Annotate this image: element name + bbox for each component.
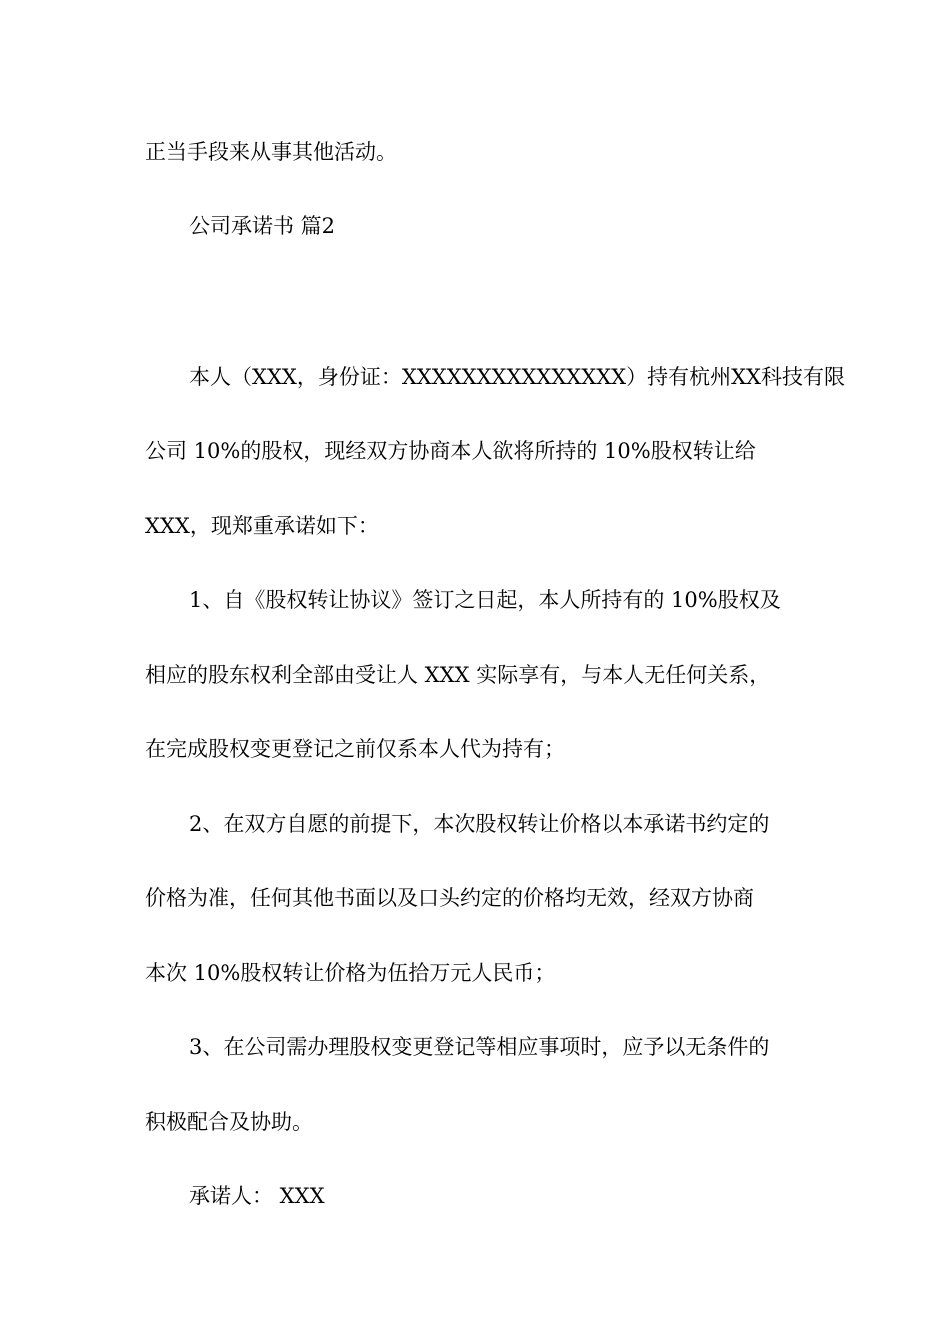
clause-1-line: 1、自《股权转让协议》签订之日起，本人所持有的 10%股权及 [189, 588, 781, 612]
section-heading: 公司承诺书 篇2 [189, 214, 336, 238]
clause-1-line: 相应的股东权利全部由受让人 XXX 实际享有，与本人无任何关系， [145, 663, 771, 687]
clause-2-line: 价格为准，任何其他书面以及口头约定的价格均无效，经双方协商 [145, 886, 754, 910]
clause-2-line: 2、在双方自愿的前提下，本次股权转让价格以本承诺书约定的 [189, 812, 770, 836]
paragraph-line: XXX，现郑重承诺如下： [145, 514, 379, 538]
signatory-line: 承诺人： XXX [189, 1184, 325, 1208]
paragraph-line: 本人（XXX，身份证：XXXXXXXXXXXXXXX）持有杭州XX科技有限 [189, 365, 846, 389]
clause-2-line: 本次 10%股权转让价格为伍拾万元人民币； [145, 961, 556, 985]
clause-3-line: 积极配合及协助。 [145, 1110, 313, 1134]
clause-3-line: 3、在公司需办理股权变更登记等相应事项时，应予以无条件的 [189, 1035, 770, 1059]
paragraph-line: 正当手段来从事其他活动。 [145, 140, 397, 164]
clause-1-line: 在完成股权变更登记之前仅系本人代为持有； [145, 737, 565, 761]
paragraph-line: 公司 10%的股权，现经双方协商本人欲将所持的 10%股权转让给 [145, 439, 756, 463]
